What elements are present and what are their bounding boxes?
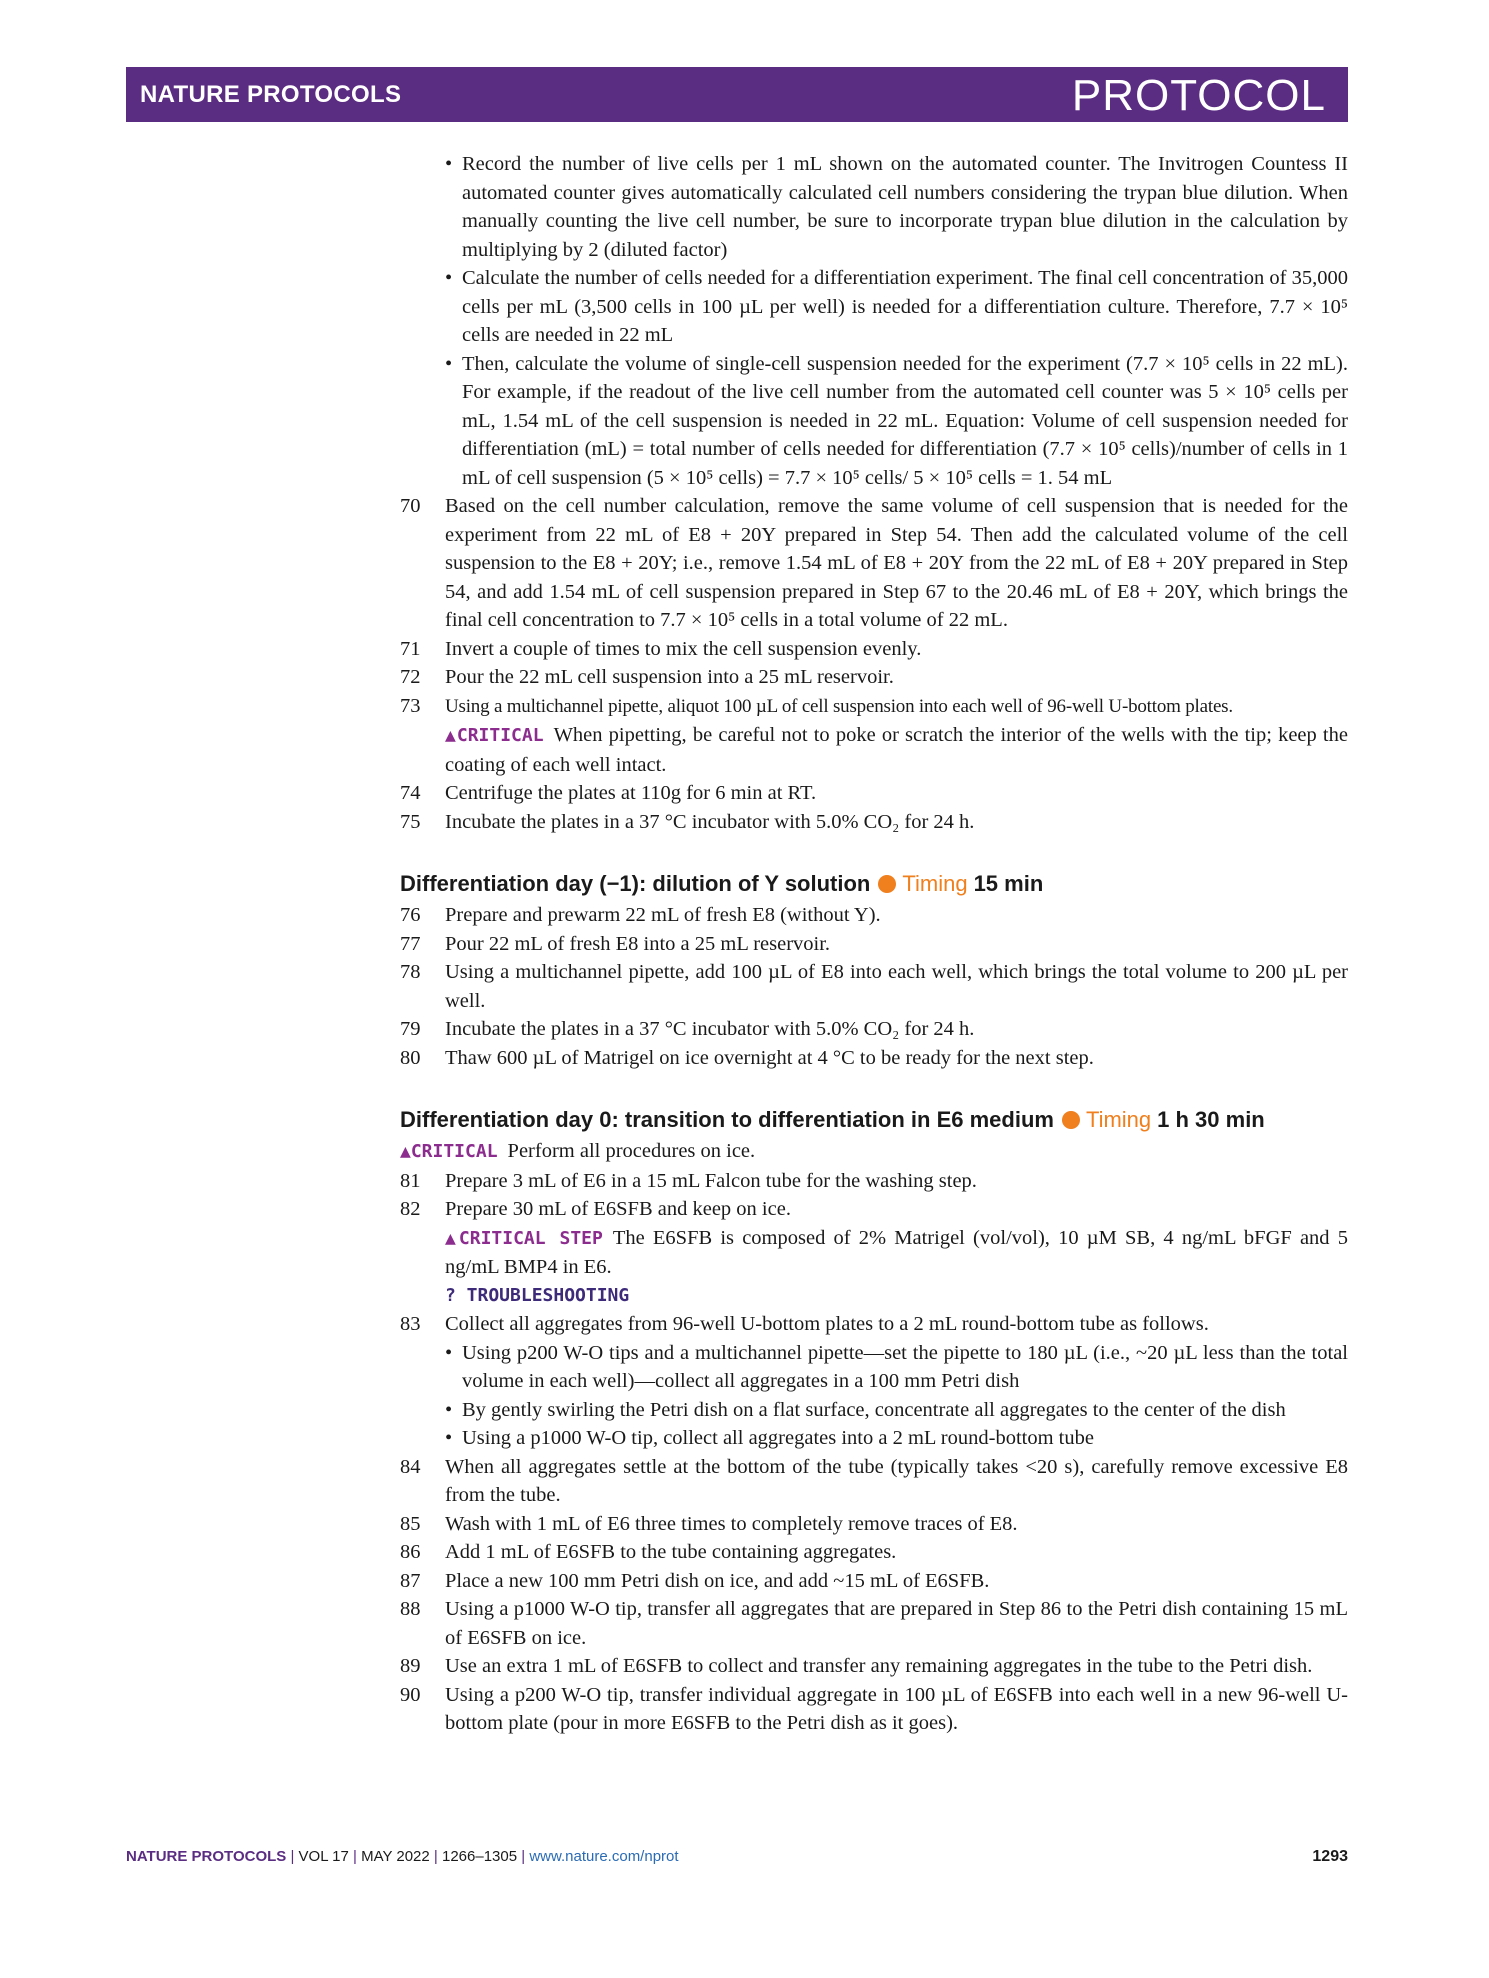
header-banner (126, 67, 1348, 122)
step-text: Thaw 600 µL of Matrigel on ice overnight at 4 °C to be ready for the next step. (445, 1046, 1094, 1069)
critical-note (400, 1137, 1348, 1167)
critical-label: ▲CRITICAL (445, 725, 544, 746)
step-83 (400, 1310, 1348, 1453)
step-77 (400, 930, 1348, 959)
step-76 (400, 901, 1348, 930)
step-86 (400, 1538, 1348, 1567)
critical-label: ▲CRITICAL (400, 1141, 498, 1162)
main-content (400, 150, 1348, 1738)
step-text: Prepare 3 mL of E6 in a 15 mL Falcon tube for the washing step. (445, 1169, 977, 1192)
step-text: Using a p1000 W-O tip, transfer all aggregates that are prepared in Step 86 to the Petri dish containing 15 mL of E6SFB on ice. (445, 1598, 1348, 1649)
step-number: 79 (400, 1018, 421, 1040)
step-74 (400, 779, 1348, 808)
step-text: Wash with 1 mL of E6 three times to completely remove traces of E8. (445, 1512, 1018, 1535)
step-number: 89 (400, 1655, 421, 1677)
step-text: Invert a couple of times to mix the cell suspension evenly. (445, 637, 922, 660)
step-text: Incubate the plates in a 37 °C incubator with 5.0% CO₂ for 24 h. (445, 1018, 975, 1040)
step-81 (400, 1167, 1348, 1196)
step-number: 83 (400, 1313, 421, 1335)
step-text: Collect all aggregates from 96-well U-bottom plates to a 2 mL round-bottom tube as follows. (445, 1313, 1209, 1335)
critical-step-label: ▲CRITICAL STEP (445, 1227, 603, 1249)
step-number: 72 (400, 666, 421, 688)
step-text: Pour the 22 mL cell suspension into a 25 mL reservoir. (445, 666, 894, 688)
step-text: Pour 22 mL of fresh E8 into a 25 mL reservoir. (445, 932, 831, 955)
section-title: Differentiation day 0: transition to differentiation in E6 medium (400, 1107, 1054, 1132)
timing-label: Timing (902, 871, 968, 896)
step-number: 87 (400, 1569, 421, 1592)
section-heading (400, 869, 1348, 899)
clock-icon (1062, 1111, 1080, 1129)
section-label: PROTOCOL (1071, 71, 1326, 120)
section-title: Differentiation day (−1): dilution of Y solution (400, 871, 871, 896)
step-82 (400, 1195, 1348, 1310)
critical-text: When pipetting, be careful not to poke or scratch the interior of the wells with the tip; keep the coating of each well intact. (445, 724, 1348, 776)
critical-text: Perform all procedures on ice. (507, 1140, 756, 1162)
critical-note (445, 721, 1348, 779)
step-75 (400, 808, 1348, 837)
step-text: Add 1 mL of E6SFB to the tube containing aggregates. (445, 1541, 897, 1563)
footer-volume: VOL 17 (298, 1848, 349, 1865)
step-number: 80 (400, 1046, 421, 1069)
step-number: 84 (400, 1455, 421, 1478)
step-number: 81 (400, 1169, 421, 1192)
step-text: Using a p200 W-O tip, transfer individual aggregate in 100 µL of E6SFB into each well in a new 96-well U-bottom plate (pour in more E6SFB to the Petri dish as it goes). (445, 1683, 1348, 1734)
troubleshooting-label: ? TROUBLESHOOTING (445, 1284, 630, 1306)
list-item: • Calculate the number of cells needed for a differentiation experiment. The final cell concentration of 35,000 cells per mL (3,500 cells in 100 µL per well) is needed for a differentiation culture. Therefore, 7.7 × 10⁵ cells are needed in 22 mL (445, 264, 1348, 350)
footer-pages: 1266–1305 (441, 1848, 518, 1865)
list-item: • Then, calculate the volume of single-cell suspension needed for the experiment (7.7 × 10⁵ cells in 22 mL). For example, if the readout of the live cell number from the automated cell counter was 5 × 10⁵ cells per mL, 1.54 mL of the cell suspension is needed in 22 mL. Equation: Volume of cell suspension needed for differentiation (mL) = total number of cells needed for differentiation (7.7 × 10⁵ cells)/number of cells in 1 mL of cell suspension (5 × 10⁵ cells) = 7.7 × 10⁵ cells/ 5 × 10⁵ cells = 1. 54 mL (445, 350, 1348, 493)
timing-value: 1 h 30 min (1157, 1107, 1265, 1132)
step-number: 78 (400, 961, 421, 983)
step-number: 70 (400, 495, 421, 517)
step-87 (400, 1567, 1348, 1596)
step-text: Place a new 100 mm Petri dish on ice, and add ~15 mL of E6SFB. (445, 1569, 990, 1592)
step-text: When all aggregates settle at the bottom of the tube (typically takes <20 s), carefully remove excessive E8 from the tube. (445, 1455, 1348, 1506)
step-78 (400, 958, 1348, 1015)
step-text: Prepare 30 mL of E6SFB and keep on ice. (445, 1198, 791, 1220)
list-item: • Record the number of live cells per 1 mL shown on the automated counter. The Invitrogen Countess II automated counter gives automatically calculated cell numbers considering the trypan blue dilution. When manually counting the live cell number, be sure to incorporate trypan blue dilution in the calculation by multiplying by 2 (diluted factor) (445, 150, 1348, 264)
step-84 (400, 1453, 1348, 1510)
step-89 (400, 1652, 1348, 1681)
footer-journal: NATURE PROTOCOLS (126, 1848, 287, 1865)
step-88 (400, 1595, 1348, 1652)
list-item: • Using a p1000 W-O tip, collect all aggregates into a 2 mL round-bottom tube (445, 1424, 1348, 1453)
step-71 (400, 635, 1348, 664)
page-footer: NATURE PROTOCOLS | VOL 17 | MAY 2022 | 1266–1305 | www.nature.com/nprot 1293 (126, 1848, 1348, 1865)
step-73 (400, 692, 1348, 780)
step-number: 75 (400, 810, 421, 833)
step-text: Using a multichannel pipette, add 100 µL of E8 into each well, which brings the total volume to 200 µL per well. (445, 961, 1348, 1012)
step-number: 90 (400, 1683, 421, 1706)
page-number: 1293 (1312, 1848, 1348, 1865)
step-number: 88 (400, 1598, 421, 1620)
step-number: 86 (400, 1541, 421, 1563)
step-79 (400, 1015, 1348, 1044)
timing-value: 15 min (973, 871, 1044, 896)
step-text: Use an extra 1 mL of E6SFB to collect and transfer any remaining aggregates in the tube to the Petri dish. (445, 1655, 1313, 1677)
section-heading (400, 1105, 1348, 1135)
step-text: Centrifuge the plates at 110g for 6 min at RT. (445, 782, 817, 804)
journal-name: NATURE PROTOCOLS (140, 81, 402, 108)
critical-step-text: The E6SFB is composed of 2% Matrigel (vol/vol), 10 µM SB, 4 ng/mL bFGF and 5 ng/mL BMP4 in E6. (445, 1226, 1348, 1278)
clock-icon (878, 875, 896, 893)
list-item: • Using p200 W-O tips and a multichannel pipette—set the pipette to 180 µL (i.e., ~20 µL less than the total volume in each well)—collect all aggregates in a 100 mm Petri dish (445, 1339, 1348, 1396)
step-text: Using a multichannel pipette, aliquot 100 µL of cell suspension into each well of 96-well U-bottom plates. (445, 695, 1233, 717)
step-number: 76 (400, 904, 421, 926)
step-text: Based on the cell number calculation, remove the same volume of cell suspension that is needed for the experiment from 22 mL of E8 + 20Y prepared in Step 54. Then add the calculated volume of the cell suspension to the E8 + 20Y; i.e., remove 1.54 mL of E8 + 20Y from the 22 mL of E8 + 20Y prepared in Step 54, and add 1.54 mL of cell suspension prepared in Step 67 to the 20.46 mL of E8 + 20Y, which brings the final cell concentration to 7.7 × 10⁵ cells in a total volume of 22 mL. (445, 495, 1348, 631)
timing-label: Timing (1085, 1107, 1152, 1132)
step-72 (400, 663, 1348, 692)
step-number: 74 (400, 782, 421, 804)
step-number: 77 (400, 932, 421, 955)
step-90 (400, 1681, 1348, 1738)
step-70 (400, 492, 1348, 635)
step-number: 85 (400, 1512, 421, 1535)
step-80 (400, 1044, 1348, 1073)
step-85 (400, 1510, 1348, 1539)
list-item: • By gently swirling the Petri dish on a flat surface, concentrate all aggregates to the center of the dish (445, 1396, 1348, 1425)
footer-url[interactable]: www.nature.com/nprot (529, 1848, 679, 1865)
step-text: Incubate the plates in a 37 °C incubator with 5.0% CO₂ for 24 h. (445, 810, 975, 833)
step-number: 71 (400, 637, 421, 660)
critical-step-note (445, 1224, 1348, 1282)
step-text: Prepare and prewarm 22 mL of fresh E8 (without Y). (445, 904, 881, 926)
step-number: 82 (400, 1198, 421, 1220)
step-number: 73 (400, 694, 421, 717)
footer-date: MAY 2022 (361, 1848, 430, 1865)
